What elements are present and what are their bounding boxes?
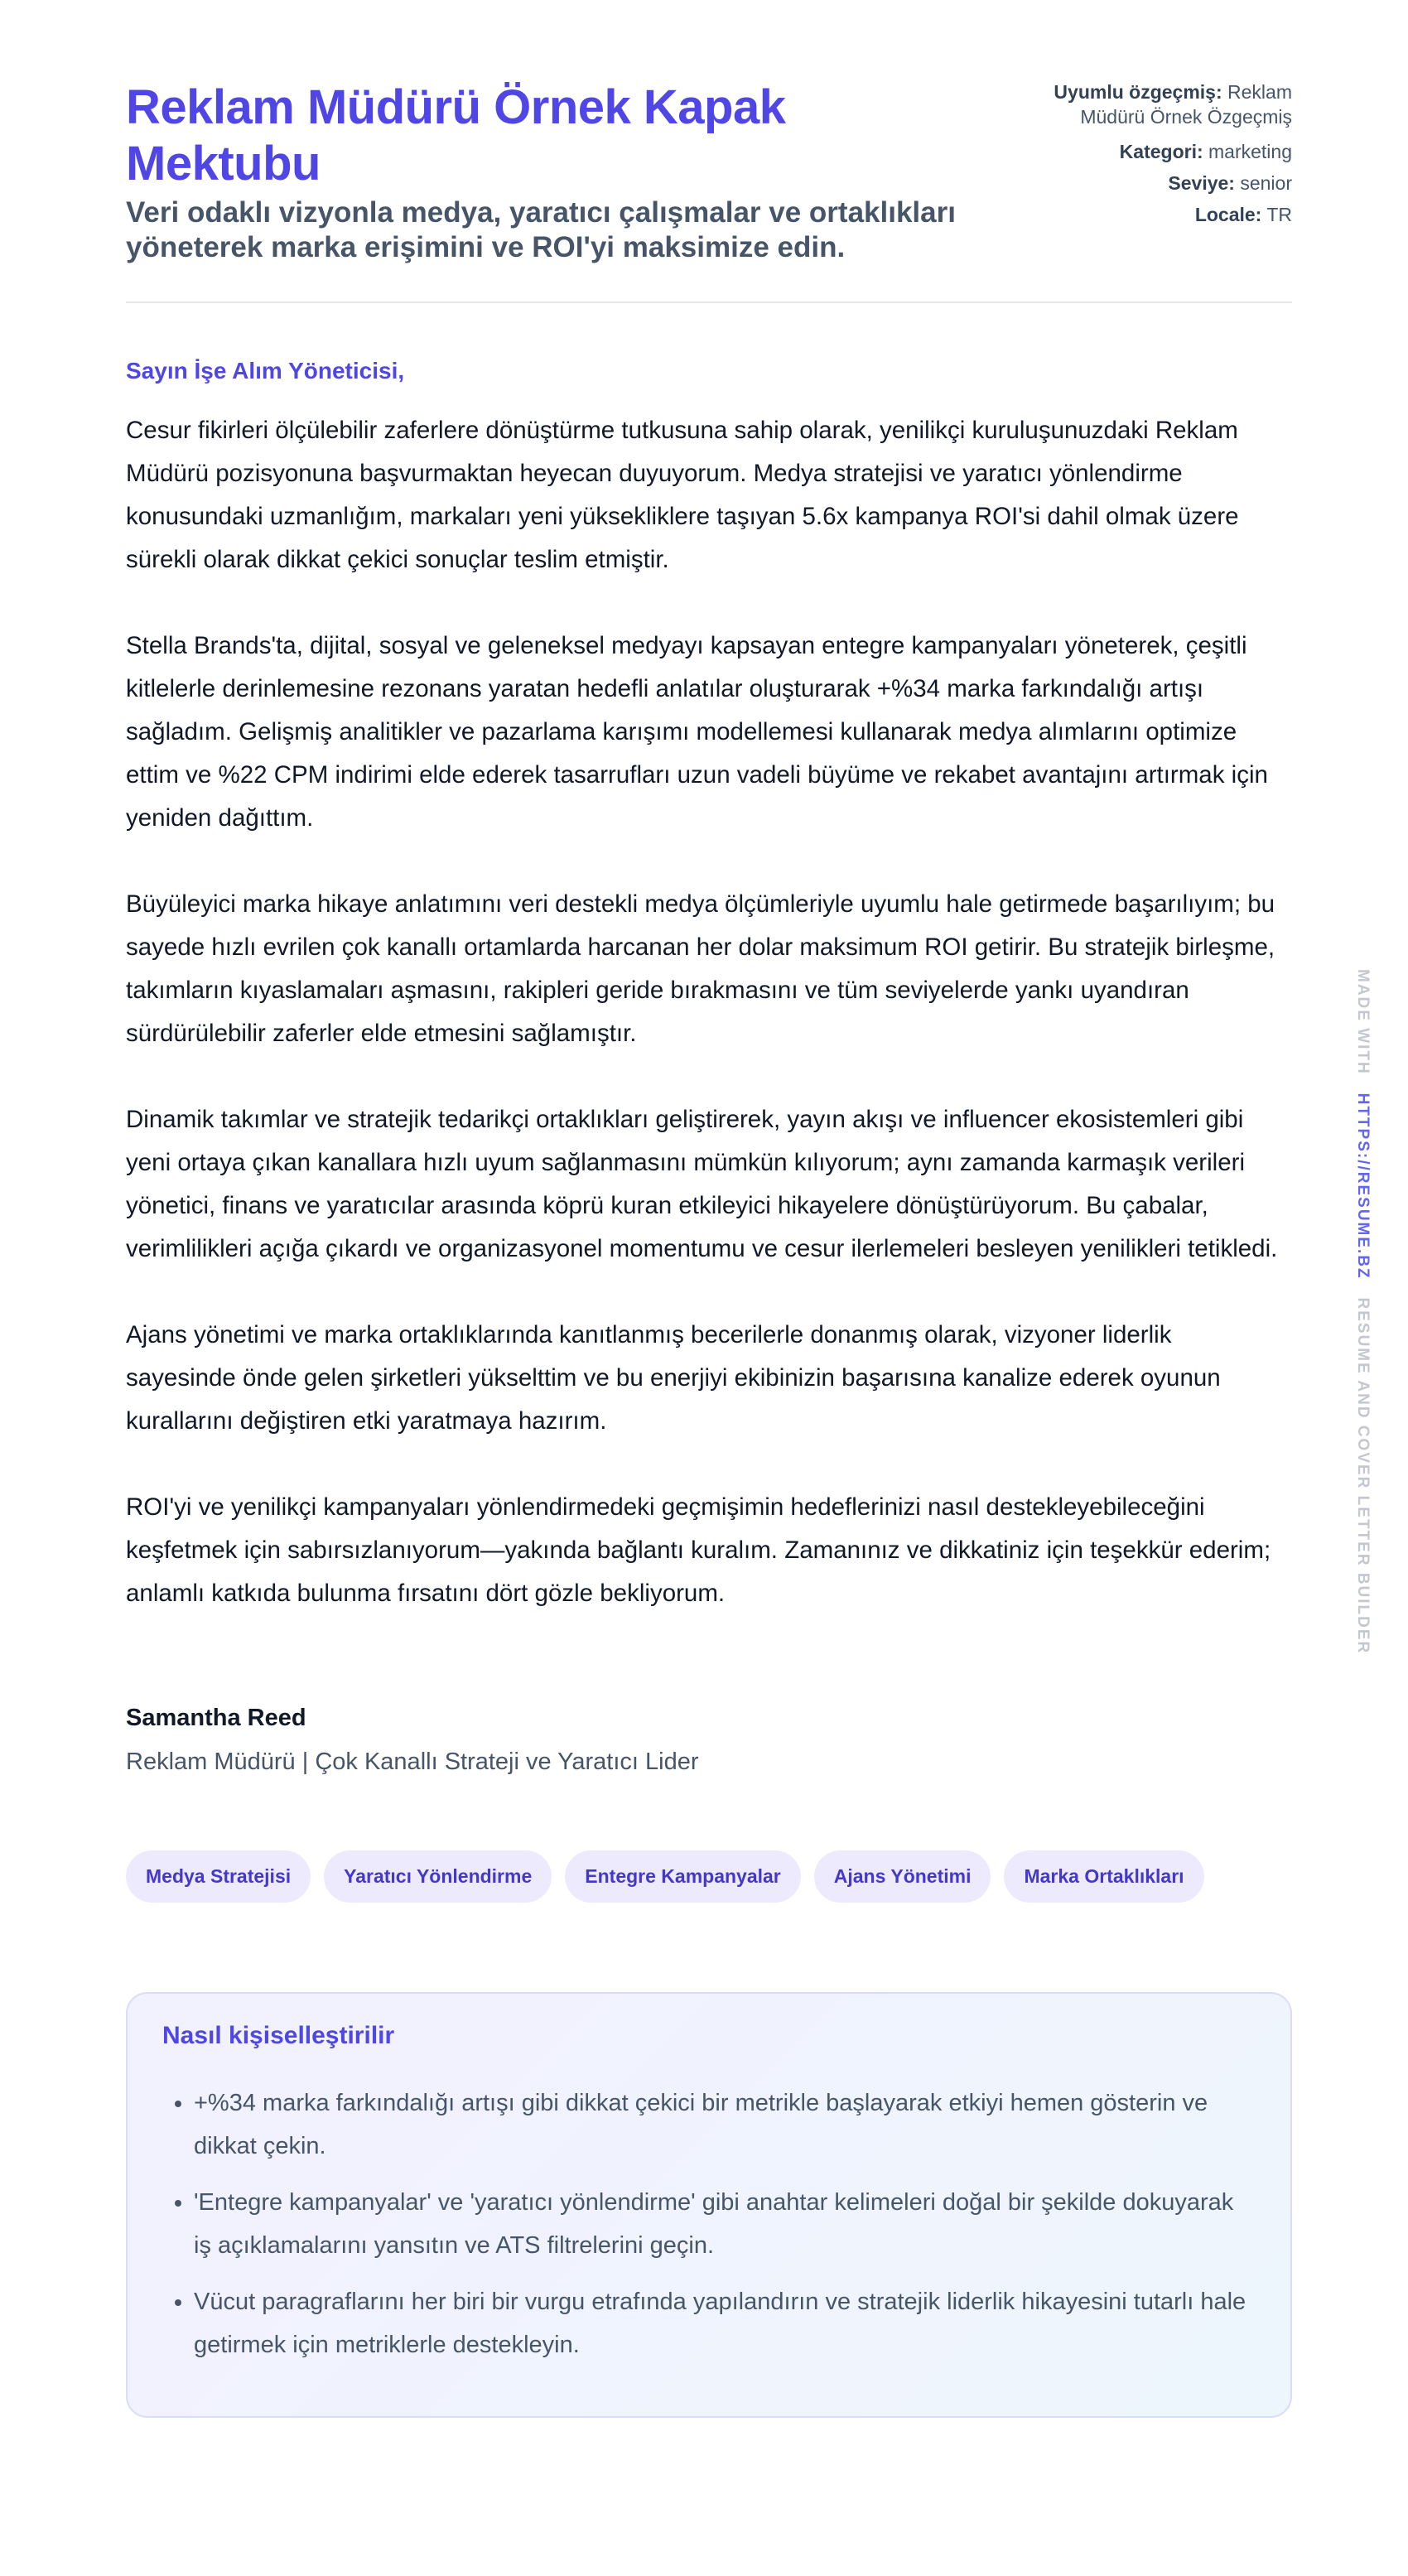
meta-resume xyxy=(1019,80,1292,129)
salutation: Sayın İşe Alım Yöneticisi, xyxy=(126,358,405,384)
skill-tag: Ajans Yönetimi xyxy=(814,1850,991,1903)
watermark xyxy=(1347,969,1372,1655)
letter-paragraph: Stella Brands'ta, dijital, sosyal ve geleneksel medyayı kapsayan entegre kampanyaları yöneterek, çeşitli kitlelerle derinlemesine rezonans yaratan hedefli anlatılar oluşturarak +%34 marka farkındalığı artışı sağladım. Gelişmiş analitikler ve pazarlama karışımı modellemesi kullanarak medya alımlarını optimize ettim ve %22 CPM indirimi elde ederek tasarrufları uzun vadeli büyüme ve rekabet avantajını artırmak için yeniden dağıttım. xyxy=(126,632,1268,832)
tips-list xyxy=(162,2082,1256,2366)
letter-paragraph: Dinamik takımlar ve stratejik tedarikçi ortaklıkları geliştirerek, yayın akışı ve influencer ekosistemleri gibi yeni ortaya çıkan kanallara hızlı uyum sağlanmasını mümkün kılıyorum; aynı zamanda karmaşık verileri yönetici, finans ve yaratıcılar arasında köprü kuran etkileyici hikayelere dönüştürüyorum. Bu çabalar, verimlilikleri açığa çıkardı ve organizasyonel momentumu ve cesur ilerlemeleri besleyen yenilikleri tetikledi. xyxy=(126,1106,1278,1262)
meta-value: Reklam Müdürü Örnek Özgeçmiş xyxy=(1080,81,1292,128)
meta-category xyxy=(1019,136,1292,167)
letter-paragraph: ROI'yi ve yenilikçi kampanyaları yönlendirmedeki geçmişimin hedeflerinizi nasıl destekleyebileceğini keşfetmek için sabırsızlanıyorum—yakında bağlantı kuralım. Zamanınız ve dikkatiniz için teşekkür ederim; anlamlı katkıda bulunma fırsatını dört gözle bekliyorum. xyxy=(126,1493,1271,1607)
page-subtitle: Veri odaklı vizyonla medya, yaratıcı çalışmalar ve ortaklıkları yöneterek marka erişimini ve ROI'yi maksimize edin. xyxy=(126,196,956,263)
meta-value: marketing xyxy=(1208,141,1292,162)
tip-item: • +%34 marka farkındalığı artışı gibi dikkat çekici bir metrikle başlayarak etkiyi hemen gösterin ve dikkat çekin. xyxy=(194,2082,1256,2168)
cover-letter-page xyxy=(126,0,1292,2418)
skill-tag: Medya Stratejisi xyxy=(126,1850,311,1903)
meta-level xyxy=(1019,167,1292,199)
watermark-prefix: MADE WITH xyxy=(1354,969,1372,1075)
tip-item: • Vücut paragraflarını her biri bir vurgu etrafında yapılandırın ve stratejik liderlik hikayesini tutarlı hale getirmek için metriklerle destekleyin. xyxy=(194,2280,1256,2366)
meta-info xyxy=(1019,80,1292,265)
tips-title: Nasıl kişiselleştirilir xyxy=(162,2022,395,2049)
signature-name: Samantha Reed xyxy=(126,1705,306,1731)
meta-label: Seviye: xyxy=(1168,172,1235,194)
watermark-suffix: RESUME AND COVER LETTER BUILDER xyxy=(1354,1297,1372,1655)
skill-tag: Marka Ortaklıkları xyxy=(1004,1850,1203,1903)
letter-paragraph: Ajans yönetimi ve marka ortaklıklarında kanıtlanmış becerilerle donanmış olarak, vizyoner liderlik sayesinde önde gelen şirketleri yükselttim ve bu enerjiyi ekibinizin başarısına kanalize ederek oyunun kurallarını değiştiren etki yaratmaya hazırım. xyxy=(126,1321,1221,1435)
meta-label: Uyumlu özgeçmiş: xyxy=(1054,81,1222,103)
page-title: Reklam Müdürü Örnek Kapak Mektubu xyxy=(126,80,786,191)
tip-item: • 'Entegre kampanyalar' ve 'yaratıcı yönlendirme' gibi anahtar kelimeleri doğal bir şekilde dokuyarak iş açıklamalarını yansıtın ve ATS filtrelerini geçin. xyxy=(194,2181,1256,2267)
page-header xyxy=(126,0,1292,303)
meta-label: Locale: xyxy=(1194,204,1262,225)
letter-paragraph: Büyüleyici marka hikaye anlatımını veri destekli medya ölçümleriyle uyumlu hale getirmede başarılıyım; bu sayede hızlı evrilen çok kanallı ortamlarda harcanan her dolar maksimum ROI getirir. Bu stratejik birleşme, takımların kıyaslamaları aşmasını, rakipleri geride bırakmasını ve tüm seviyelerde yankı uyandıran sürdürülebilir zaferler elde etmesini sağlamıştır. xyxy=(126,890,1275,1047)
skill-tag: Yaratıcı Yönlendirme xyxy=(324,1850,552,1903)
skill-tag: Entegre Kampanyalar xyxy=(565,1850,800,1903)
meta-locale xyxy=(1019,199,1292,230)
meta-value: TR xyxy=(1266,204,1292,225)
personalization-tips xyxy=(126,1992,1292,2418)
meta-label: Kategori: xyxy=(1119,141,1203,162)
letter-paragraph: Cesur fikirleri ölçülebilir zaferlere dönüştürme tutkusuna sahip olarak, yenilikçi kuruluşunuzdaki Reklam Müdürü pozisyonuna başvurmaktan heyecan duyuyorum. Medya stratejisi ve yaratıcı yönlendirme konusundaki uzmanlığım, markaları yeni yüksekliklere taşıyan 5.6x kampanya ROI'si dahil olmak üzere sürekli olarak dikkat çekici sonuçlar teslim etmiştir. xyxy=(126,417,1239,573)
watermark-link[interactable]: HTTPS://RESUME.BZ xyxy=(1354,1093,1372,1280)
skill-tags xyxy=(126,1850,1292,1903)
signature-role: Reklam Müdürü | Çok Kanallı Strateji ve Yaratıcı Lider xyxy=(126,1749,699,1775)
meta-value: senior xyxy=(1240,172,1292,194)
